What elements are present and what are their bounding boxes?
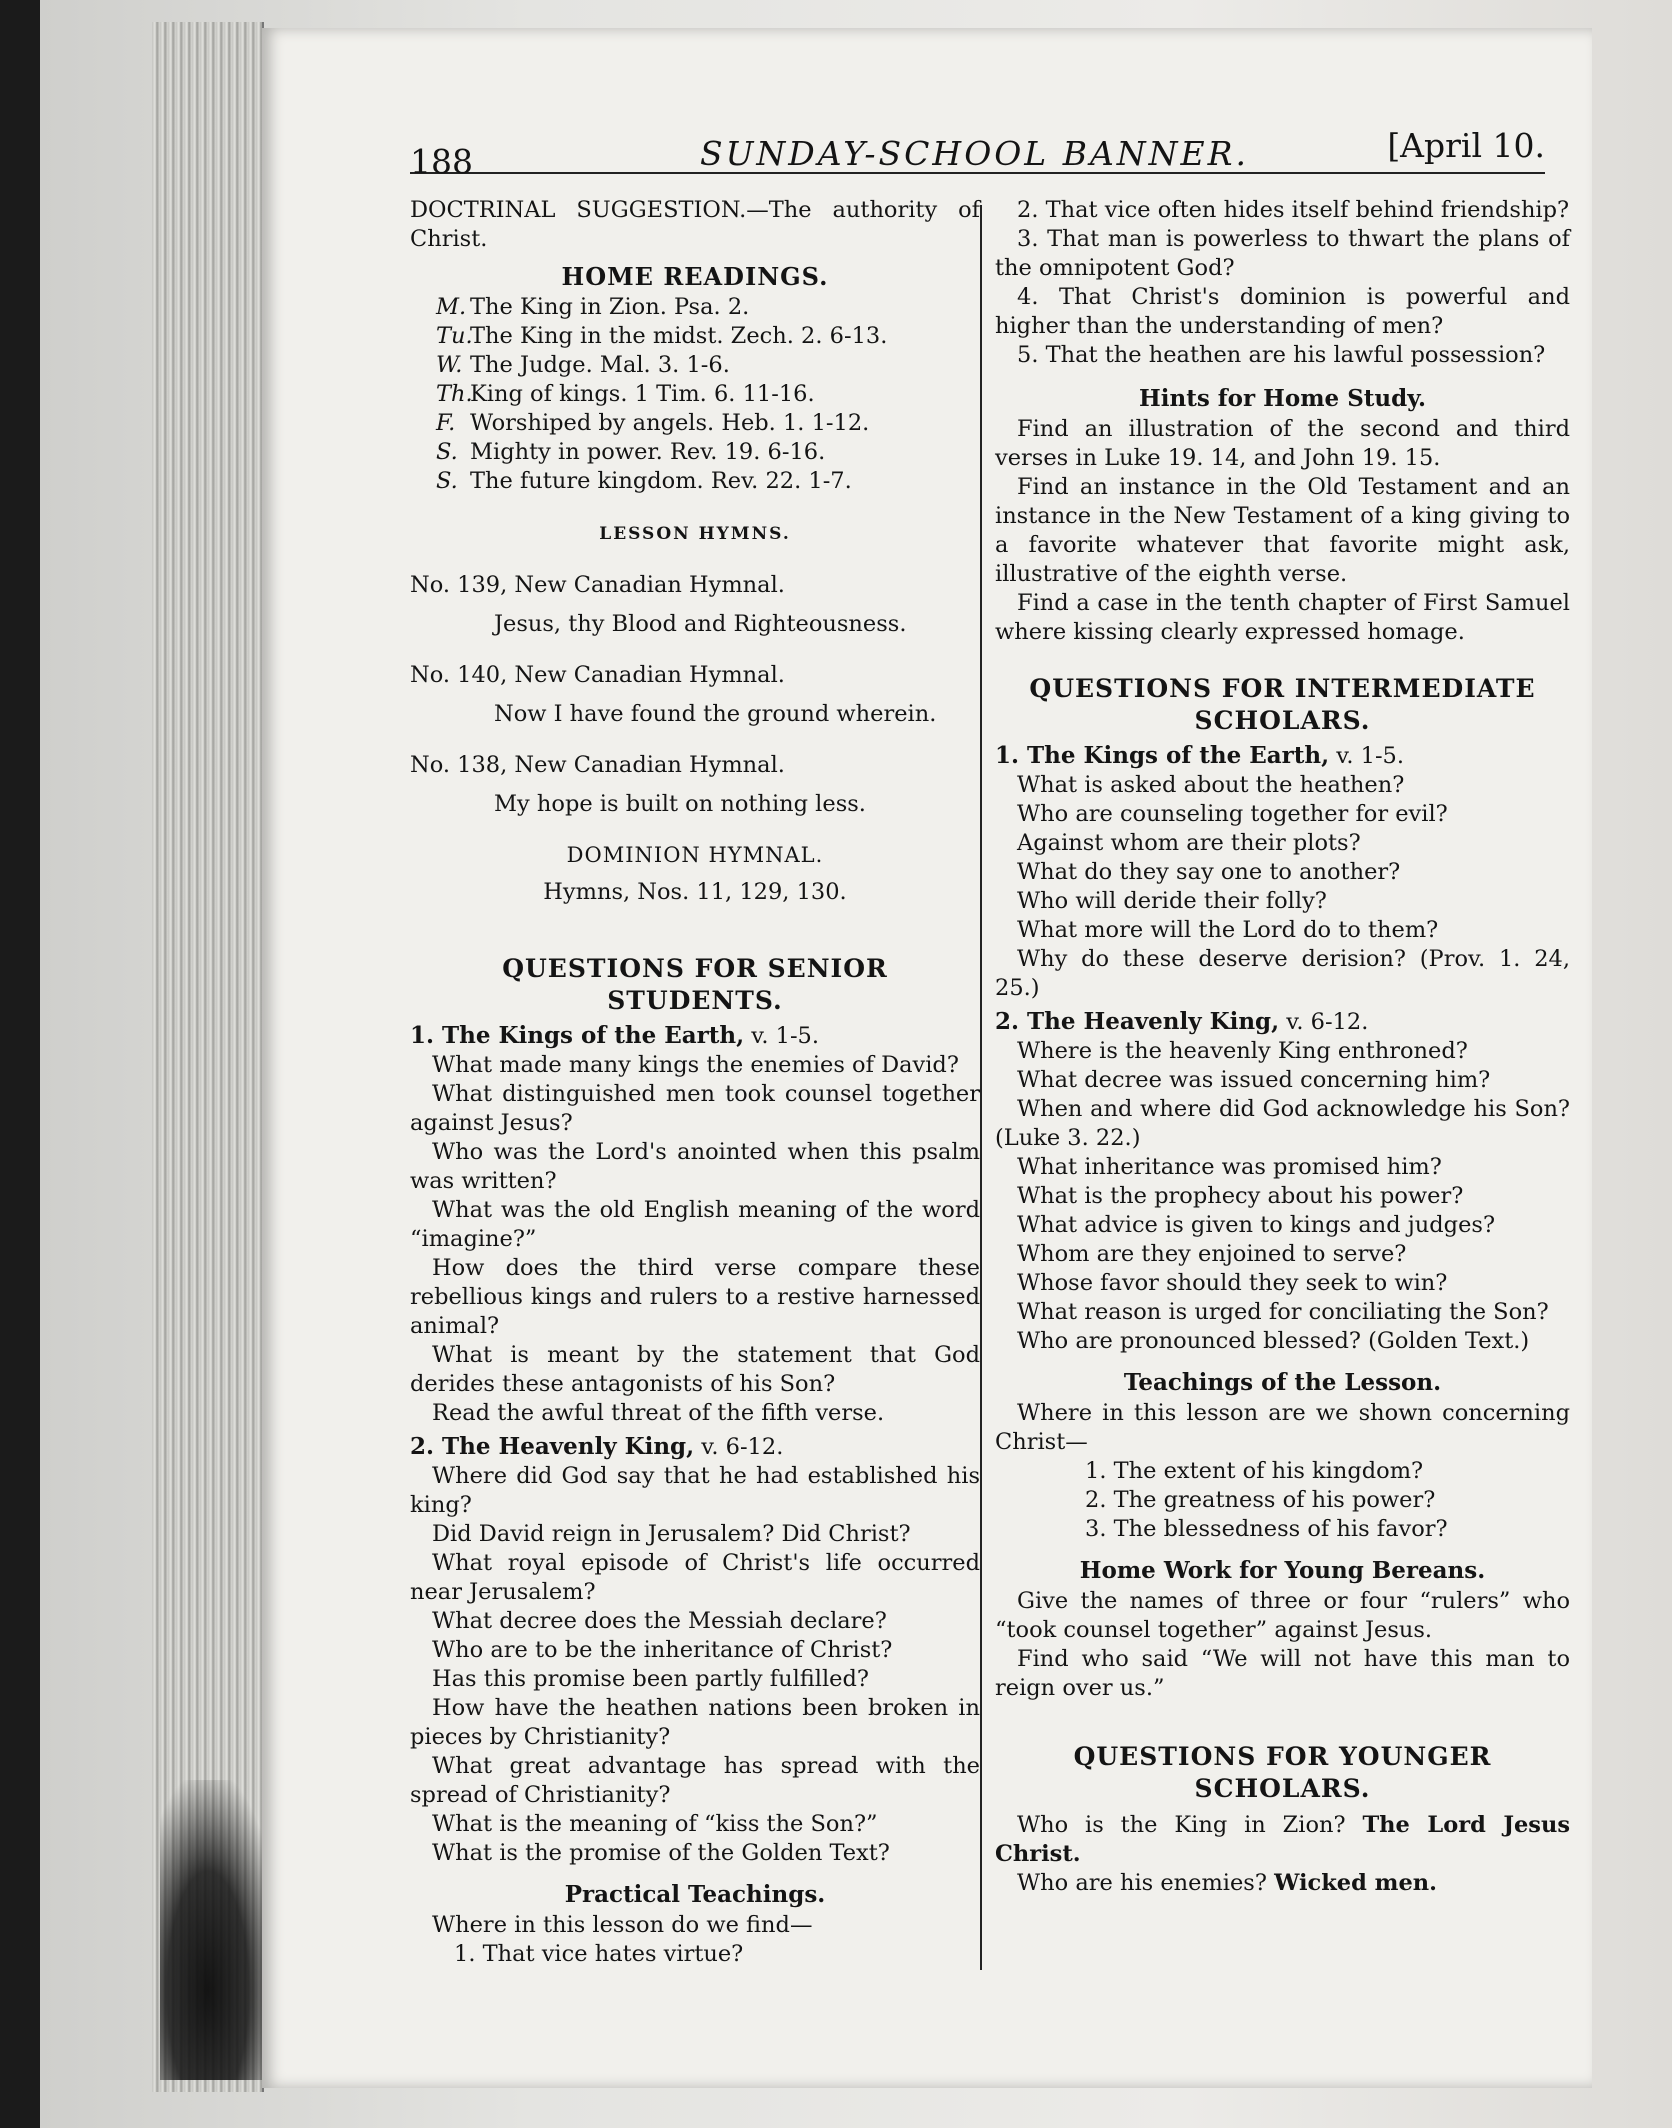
- section-title: 1. The Kings of the Earth,: [410, 1022, 745, 1049]
- hymn-title: Now I have found the ground wherein.: [494, 701, 937, 727]
- section-ref: v. 6-12.: [701, 1434, 784, 1460]
- practical-item: 2. That vice often hides itself behind friendship?: [1017, 197, 1570, 223]
- qa-item: [995, 1869, 1570, 1898]
- teachings-intro: Where in this lesson are we shown concerning Christ—: [995, 1400, 1570, 1455]
- reading-day: Th.: [436, 381, 473, 407]
- question: Has this promise been partly fulfilled?: [432, 1666, 869, 1692]
- teachings-heading: Teachings of the Lesson.: [1123, 1369, 1442, 1396]
- running-header: [410, 126, 1545, 181]
- home-work-heading: Home Work for Young Bereans.: [1079, 1557, 1486, 1584]
- reading-item: [436, 322, 980, 351]
- reading-day: F.: [436, 410, 456, 436]
- question: What is the prophecy about his power?: [1017, 1183, 1464, 1209]
- reading-item: [436, 409, 980, 438]
- dominion-hymnal-heading: DOMINION HYMNAL.: [566, 843, 824, 867]
- question: Who are counseling together for evil?: [1017, 801, 1448, 827]
- reading-text: The King in Zion. Psa. 2.: [470, 294, 750, 320]
- running-title: SUNDAY-SCHOOL BANNER.: [700, 134, 1249, 173]
- reading-item: [436, 380, 980, 409]
- intermediate-section-2-heading: [995, 1007, 1570, 1037]
- practical-item: 4. That Christ's dominion is powerful and higher than the understanding of men?: [995, 284, 1570, 339]
- reading-text: King of kings. 1 Tim. 6. 11-16.: [470, 381, 815, 407]
- question: What decree was issued concerning him?: [1017, 1067, 1491, 1093]
- intermediate-section-1-heading: [995, 741, 1570, 771]
- question: Did David reign in Jerusalem? Did Christ?: [432, 1521, 911, 1547]
- reading-item: [436, 293, 980, 322]
- question: Who was the Lord's anointed when this psalm was written?: [410, 1139, 980, 1194]
- home-readings-list: [410, 293, 980, 496]
- dominion-hymns: Hymns, Nos. 11, 129, 130.: [543, 879, 847, 905]
- home-work-paragraph: Find who said “We will not have this man to reign over us.”: [995, 1646, 1570, 1701]
- question: Who are pronounced blessed? (Golden Text.): [1017, 1328, 1530, 1354]
- hints-heading: Hints for Home Study.: [1139, 385, 1426, 412]
- question: How does the third verse compare these rebellious kings and rulers to a restive harnessed animal?: [410, 1255, 980, 1339]
- left-column: [410, 196, 980, 1969]
- question: Whose favor should they seek to win?: [1017, 1270, 1448, 1296]
- hint-paragraph: Find an illustration of the second and third verses in Luke 19. 14, and John 19. 15.: [995, 416, 1570, 471]
- answer-text: Wicked men.: [1274, 1870, 1437, 1896]
- question: What was the old English meaning of the word “imagine?”: [410, 1197, 980, 1252]
- question: What is meant by the statement that God derides these antagonists of his Son?: [410, 1342, 980, 1397]
- doctrinal-suggestion: DOCTRINAL SUGGESTION.—The authority of Christ.: [410, 197, 980, 252]
- column-divider: [980, 205, 982, 1970]
- lesson-hymns-heading: LESSON HYMNS.: [599, 524, 791, 544]
- section-title: 1. The Kings of the Earth,: [995, 742, 1330, 769]
- practical-item: 3. That man is powerless to thwart the plans of the omnipotent God?: [995, 226, 1570, 281]
- younger-questions-heading: QUESTIONS FOR YOUNGER SCHOLARS.: [1073, 1742, 1492, 1803]
- home-work-paragraph: Give the names of three or four “rulers” who “took counsel together” against Jesus.: [995, 1588, 1570, 1643]
- question: Read the awful threat of the fifth verse.: [432, 1400, 885, 1426]
- reading-day: S.: [436, 468, 458, 494]
- question: What reason is urged for conciliating the Son?: [1017, 1299, 1549, 1325]
- teaching-item: 2. The greatness of his power?: [1085, 1487, 1436, 1513]
- question: What royal episode of Christ's life occurred near Jerusalem?: [410, 1550, 980, 1605]
- question: Why do these deserve derision? (Prov. 1. 24, 25.): [995, 946, 1570, 1001]
- teaching-item: 3. The blessedness of his favor?: [1085, 1516, 1448, 1542]
- question: What is the meaning of “kiss the Son?”: [432, 1811, 878, 1837]
- hymn-number: No. 140, New Canadian Hymnal.: [410, 662, 785, 688]
- question-text: Who are his enemies?: [1017, 1870, 1267, 1896]
- question: Against whom are their plots?: [1017, 830, 1361, 856]
- question: What made many kings the enemies of David?: [432, 1052, 959, 1078]
- hymn-number: No. 139, New Canadian Hymnal.: [410, 572, 785, 598]
- reading-day: W.: [436, 352, 463, 378]
- right-column: [995, 196, 1570, 1898]
- practical-intro: Where in this lesson do we find—: [432, 1912, 813, 1938]
- answer-text: The Lord Jesus Christ.: [995, 1812, 1571, 1867]
- question: How have the heathen nations been broken in pieces by Christianity?: [410, 1695, 980, 1750]
- reading-item: [436, 351, 980, 380]
- senior-questions-heading: QUESTIONS FOR SENIOR STUDENTS.: [502, 954, 888, 1015]
- senior-section-2-heading: [410, 1432, 980, 1462]
- question: Whom are they enjoined to serve?: [1017, 1241, 1407, 1267]
- reading-day: M.: [436, 294, 467, 320]
- practical-teachings-heading: Practical Teachings.: [564, 1881, 826, 1908]
- question: What more will the Lord do to them?: [1017, 917, 1439, 943]
- qa-item: [995, 1811, 1570, 1869]
- question-text: Who is the King in Zion?: [1017, 1812, 1346, 1838]
- senior-section-1-heading: [410, 1021, 980, 1051]
- issue-date: [April 10.: [1387, 126, 1545, 165]
- intermediate-questions-heading: QUESTIONS FOR INTERMEDIATE SCHOLARS.: [1029, 674, 1536, 735]
- reading-day: Tu.: [436, 323, 473, 349]
- reading-text: The King in the midst. Zech. 2. 6-13.: [470, 323, 888, 349]
- reading-text: The future kingdom. Rev. 22. 1-7.: [470, 468, 852, 494]
- teaching-item: 1. The extent of his kingdom?: [1085, 1458, 1424, 1484]
- reading-text: Worshiped by angels. Heb. 1. 1-12.: [470, 410, 870, 436]
- reading-text: The Judge. Mal. 3. 1-6.: [470, 352, 730, 378]
- hint-paragraph: Find a case in the tenth chapter of First Samuel where kissing clearly expressed homage.: [995, 590, 1570, 645]
- hymn-title: Jesus, thy Blood and Righteousness.: [494, 611, 907, 637]
- reading-item: [436, 438, 980, 467]
- home-readings-heading: HOME READINGS.: [561, 262, 829, 291]
- question: What is asked about the heathen?: [1017, 772, 1405, 798]
- page-number: 188: [410, 142, 473, 181]
- section-ref: v. 6-12.: [1286, 1009, 1369, 1035]
- reading-item: [436, 467, 980, 496]
- hymn-number: No. 138, New Canadian Hymnal.: [410, 752, 785, 778]
- question: What great advantage has spread with the spread of Christianity?: [410, 1753, 980, 1808]
- question: What do they say one to another?: [1017, 859, 1401, 885]
- question: What advice is given to kings and judges?: [1017, 1212, 1496, 1238]
- question: What inheritance was promised him?: [1017, 1154, 1442, 1180]
- reading-text: Mighty in power. Rev. 19. 6-16.: [470, 439, 826, 465]
- question: What decree does the Messiah declare?: [432, 1608, 887, 1634]
- question: Where is the heavenly King enthroned?: [1017, 1038, 1468, 1064]
- question: Where did God say that he had established his king?: [410, 1463, 980, 1518]
- section-title: 2. The Heavenly King,: [995, 1008, 1280, 1035]
- practical-item: 1. That vice hates virtue?: [454, 1941, 744, 1967]
- section-title: 2. The Heavenly King,: [410, 1433, 695, 1460]
- question: When and where did God acknowledge his Son? (Luke 3. 22.): [995, 1096, 1570, 1151]
- question: Who are to be the inheritance of Christ?: [432, 1637, 893, 1663]
- question: What distinguished men took counsel together against Jesus?: [410, 1081, 980, 1136]
- question: Who will deride their folly?: [1017, 888, 1327, 914]
- question: What is the promise of the Golden Text?: [432, 1840, 890, 1866]
- section-ref: v. 1-5.: [1336, 743, 1405, 769]
- section-ref: v. 1-5.: [751, 1023, 820, 1049]
- hymn-title: My hope is built on nothing less.: [494, 791, 866, 817]
- practical-item: 5. That the heathen are his lawful possession?: [1017, 342, 1546, 368]
- hint-paragraph: Find an instance in the Old Testament and an instance in the New Testament of a king giving to a favorite whatever that favorite might ask, illustrative of the eighth verse.: [995, 474, 1570, 587]
- reading-day: S.: [436, 439, 458, 465]
